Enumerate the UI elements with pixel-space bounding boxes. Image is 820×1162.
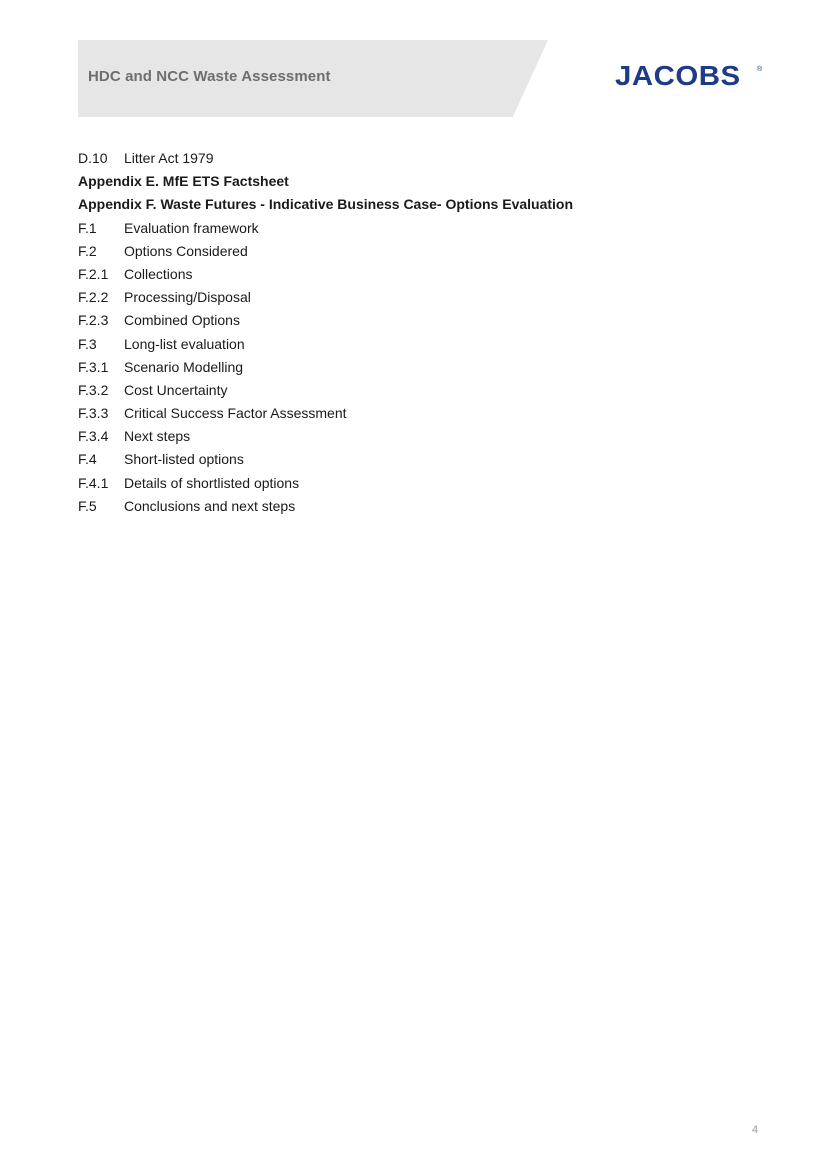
toc-entry-f3-1[interactable] [78, 356, 758, 379]
toc-number: F.4 [78, 451, 97, 468]
toc-number: F.3.4 [78, 428, 109, 445]
toc-title: Combined Options [124, 312, 240, 329]
toc-entry-f4[interactable] [78, 448, 758, 471]
toc-entry-f1[interactable] [78, 217, 758, 240]
toc-number: F.1 [78, 219, 97, 236]
toc-entry-f3-4[interactable] [78, 425, 758, 448]
toc-number: F.2.3 [78, 312, 109, 329]
page-number: 4 [752, 1124, 759, 1136]
table-of-contents [78, 147, 758, 518]
toc-number: F.2.1 [78, 265, 109, 282]
toc-title: Options Considered [124, 242, 248, 259]
toc-entry-f2-2[interactable] [78, 286, 758, 309]
toc-title: Scenario Modelling [124, 358, 244, 375]
toc-title: Details of shortlisted options [124, 474, 300, 491]
toc-number: F.3.3 [78, 405, 109, 422]
toc-appendix-title: Appendix E. MfE ETS Factsheet [78, 173, 289, 190]
toc-title: Short-listed options [124, 451, 244, 468]
toc-appendix-title: Appendix F. Waste Futures - Indicative Business Case- Options Evaluation [78, 196, 574, 213]
jacobs-logo: JACOBS [615, 60, 741, 91]
toc-number: D.10 [78, 150, 108, 166]
toc-number: F.5 [78, 497, 97, 514]
toc-title: Cost Uncertainty [124, 381, 228, 398]
toc-number: F.2.2 [78, 289, 109, 306]
toc-entry-f3[interactable] [78, 333, 758, 356]
toc-title: Collections [124, 265, 193, 282]
toc-entry-appendix-f[interactable] [78, 193, 758, 216]
toc-title: Processing/Disposal [124, 289, 251, 306]
toc-entry-d10[interactable] [78, 147, 758, 170]
toc-title: Critical Success Factor Assessment [124, 405, 347, 422]
toc-entry-f4-1[interactable] [78, 472, 758, 495]
toc-title: Evaluation framework [124, 219, 259, 236]
toc-number: F.3 [78, 335, 97, 352]
toc-title: Conclusions and next steps [124, 497, 296, 514]
toc-number: F.2 [78, 242, 97, 259]
toc-entry-f2[interactable] [78, 240, 758, 263]
toc-number: F.3.2 [78, 381, 109, 398]
toc-entry-f3-2[interactable] [78, 379, 758, 402]
registered-mark: ® [757, 66, 763, 73]
toc-title: Long-list evaluation [124, 335, 245, 352]
toc-number: F.4.1 [78, 474, 109, 491]
toc-entry-f2-1[interactable] [78, 263, 758, 286]
toc-title: Next steps [124, 428, 191, 445]
toc-entry-f3-3[interactable] [78, 402, 758, 425]
toc-entry-f5[interactable] [78, 495, 758, 518]
toc-title: Litter Act 1979 [124, 150, 214, 166]
toc-entry-f2-3[interactable] [78, 309, 758, 332]
toc-entry-appendix-e[interactable] [78, 170, 758, 193]
document-title: HDC and NCC Waste Assessment [88, 68, 331, 85]
toc-number: F.3.1 [78, 358, 109, 375]
